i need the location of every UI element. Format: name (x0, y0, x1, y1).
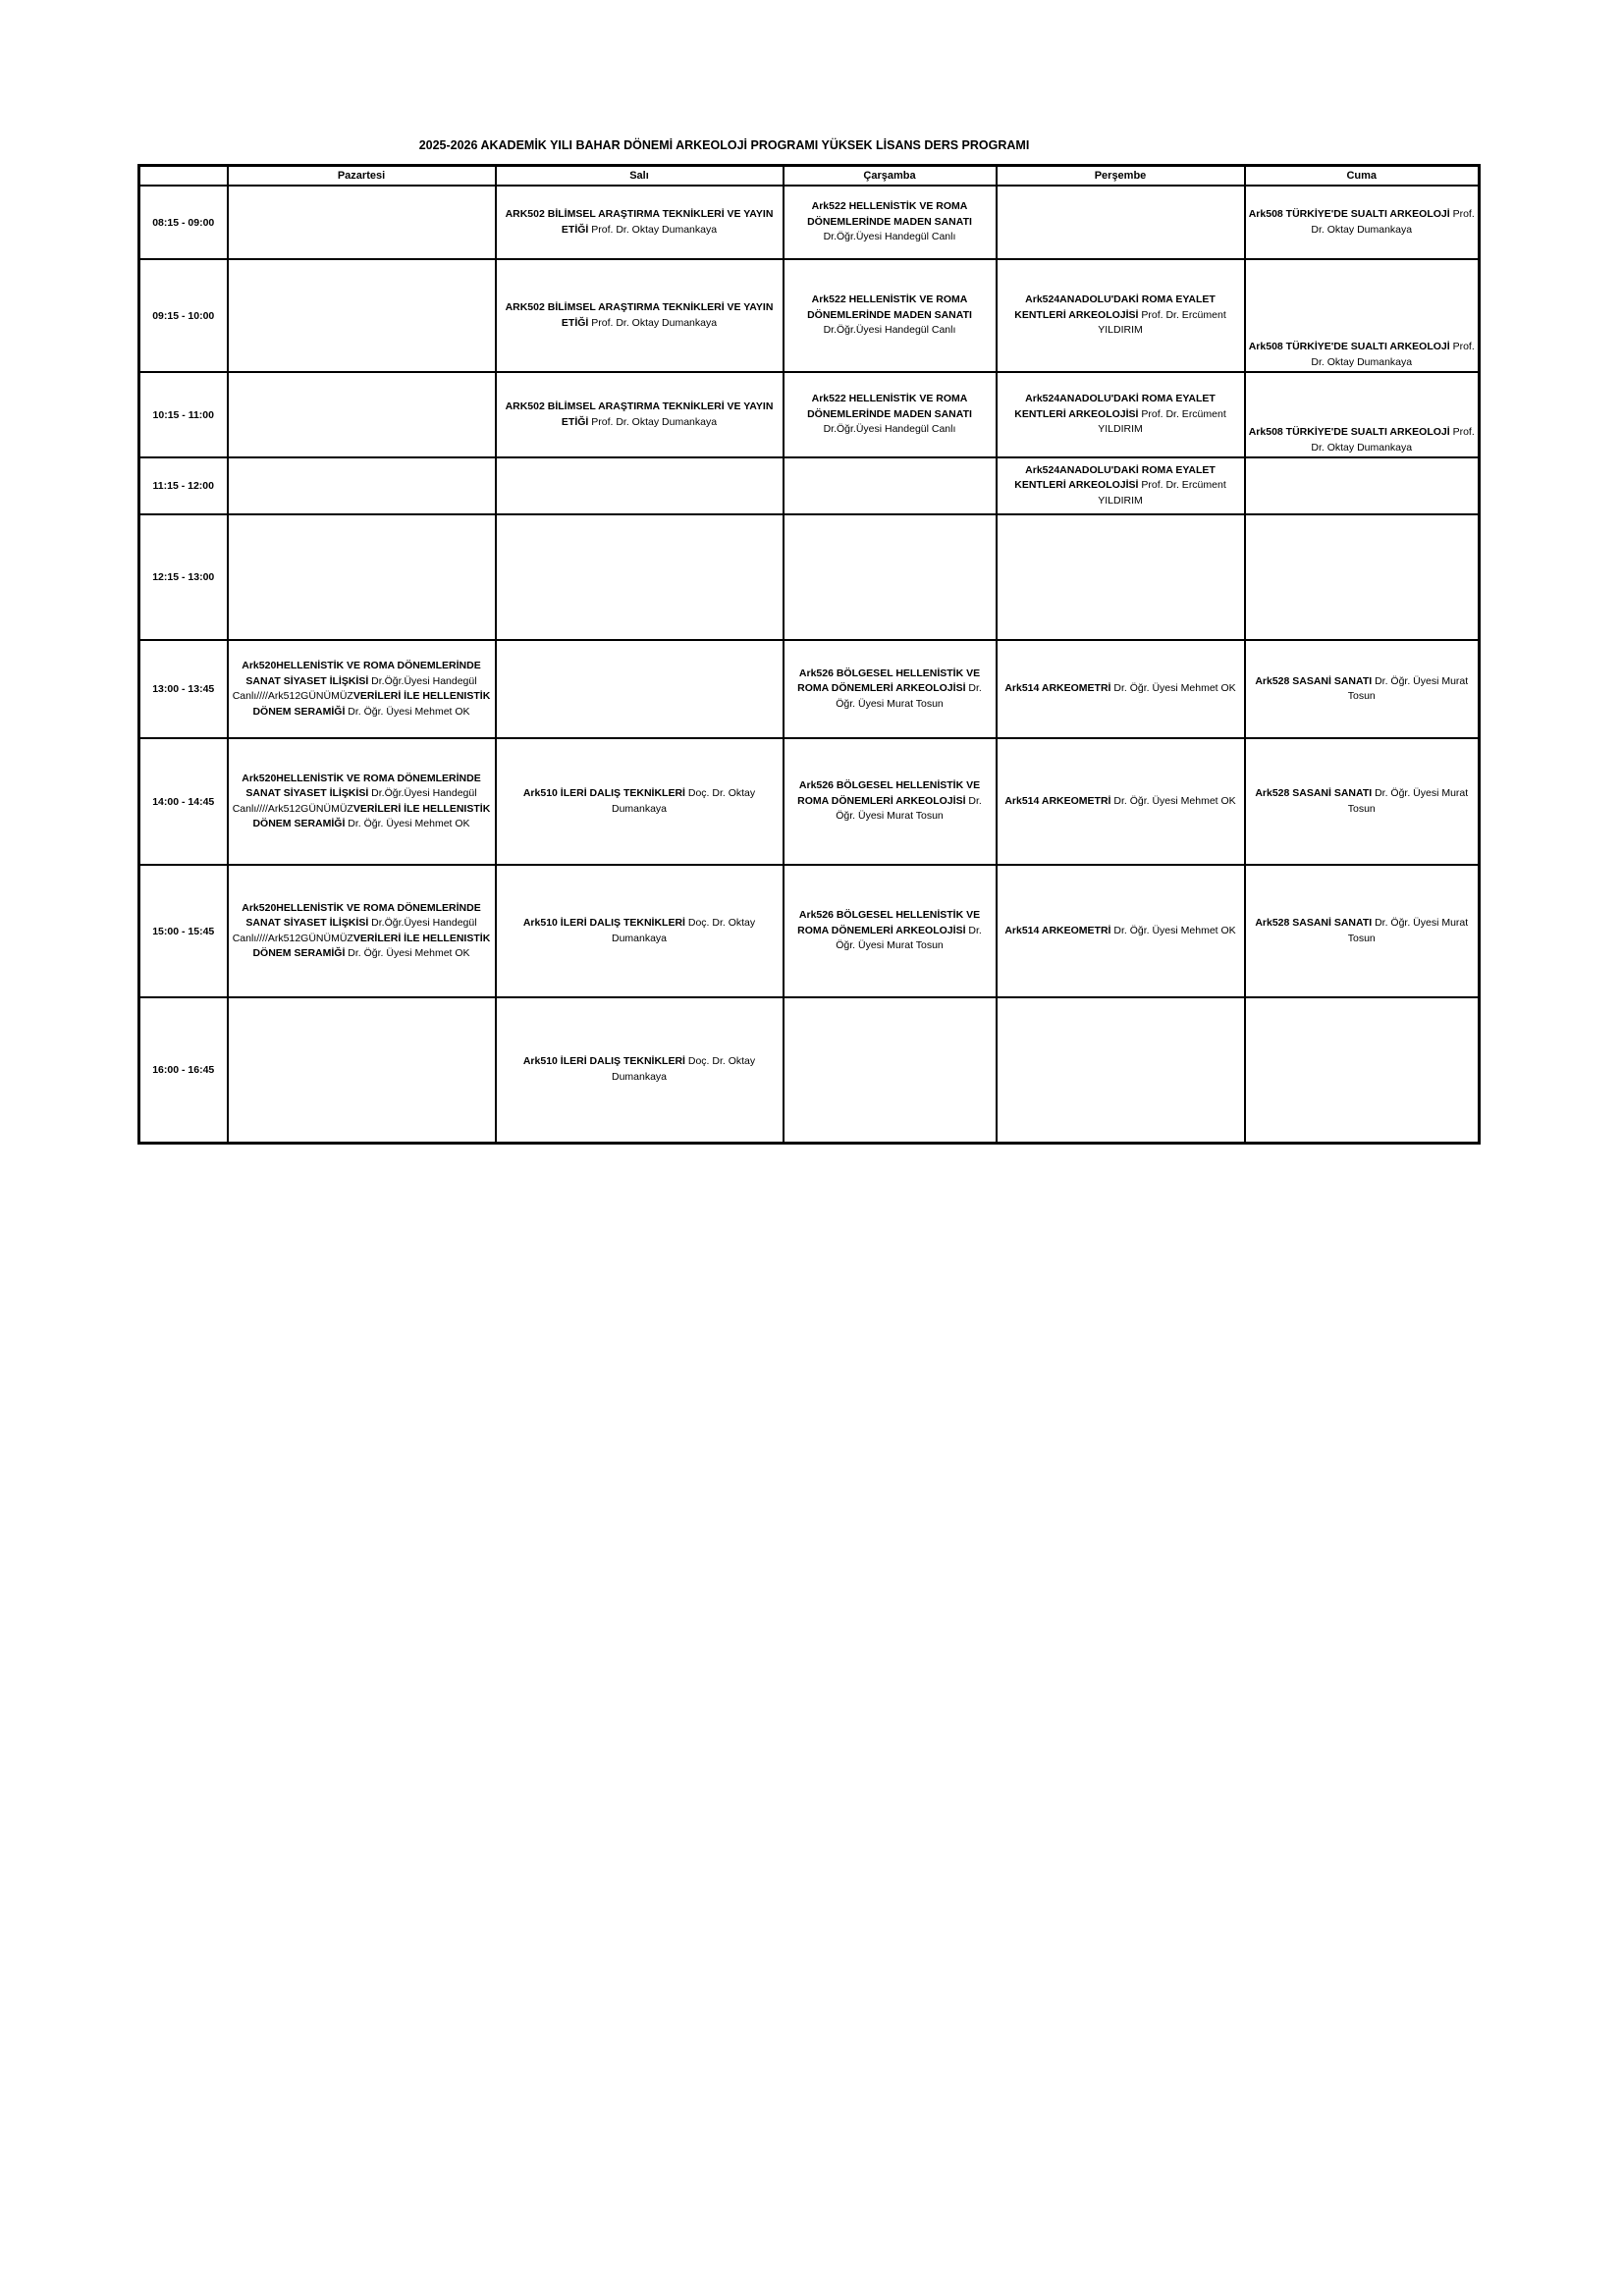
course-text: Prof. Dr. Oktay Dumankaya (588, 316, 718, 329)
course-text: Ark508 TÜRKİYE'DE SUALTI ARKEOLOJİ (1248, 426, 1450, 438)
schedule-row (139, 372, 1480, 457)
course-text: Dr. Öğr. Üyesi Mehmet OK (1110, 794, 1236, 807)
schedule-cell (496, 457, 784, 514)
schedule-cell (228, 865, 496, 997)
schedule-cell (1245, 186, 1480, 259)
schedule-cell (228, 997, 496, 1143)
schedule-row (139, 640, 1480, 738)
course-text: Ark528 SASANİ SANATI (1255, 674, 1373, 687)
course-text: Prof. Dr. Ercüment YILDIRIM (1098, 407, 1226, 436)
course-text: Ark520HELLENİSTİK VE ROMA DÖNEMLERİNDE SANAT SİYASET İLİŞKİSİ (242, 901, 481, 929)
course-text: Ark508 TÜRKİYE'DE SUALTI ARKEOLOJİ (1248, 341, 1450, 352)
course-text: VERİLERİ İLE HELLENISTİK DÖNEM SERAMİĞİ (252, 932, 491, 959)
course-text: Doç. Dr. Oktay Dumankaya (611, 1055, 756, 1083)
course-text: Dr. Öğr. Üyesi Mehmet OK (1110, 682, 1236, 695)
schedule-cell (1245, 640, 1480, 738)
schedule-cell (784, 259, 997, 372)
day-header: Perşembe (997, 166, 1245, 187)
course-text: Ark510 İLERİ DALIŞ TEKNİKLERİ (522, 787, 685, 799)
schedule-row (139, 186, 1480, 259)
course-text: Dr. Öğr. Üyesi Mehmet OK (345, 818, 470, 829)
schedule-cell (784, 640, 997, 738)
schedule-cell (228, 738, 496, 865)
schedule-cell (784, 457, 997, 514)
schedule-row (139, 738, 1480, 865)
schedule-cell (997, 372, 1245, 457)
course-text: Prof. Dr. Ercüment YILDIRIM (1098, 479, 1226, 507)
schedule-cell (784, 186, 997, 259)
course-text: Doç. Dr. Oktay Dumankaya (611, 787, 756, 815)
course-text: Ark520HELLENİSTİK VE ROMA DÖNEMLERİNDE SANAT SİYASET İLİŞKİSİ (242, 660, 481, 687)
course-text: Ark512GÜNÜMÜZ (267, 932, 353, 944)
corner-cell (139, 166, 228, 187)
schedule-cell (228, 259, 496, 372)
course-text: Prof. Dr. Ercüment YILDIRIM (1098, 308, 1226, 337)
schedule-cell (228, 514, 496, 640)
course-text: Ark510 İLERİ DALIŞ TEKNİKLERİ (522, 1055, 685, 1068)
time-label: 11:15 - 12:00 (139, 457, 228, 514)
schedule-cell (496, 259, 784, 372)
course-text: Ark522 HELLENİSTİK VE ROMA DÖNEMLERİNDE MADEN SANATI (807, 393, 972, 420)
course-text: Ark528 SASANİ SANATI (1255, 917, 1373, 929)
time-label: 12:15 - 13:00 (139, 514, 228, 640)
course-text: Dr.Öğr.Üyesi Handegül Canlı (823, 423, 956, 436)
time-label: 08:15 - 09:00 (139, 186, 228, 259)
header-row (139, 166, 1480, 187)
course-text: Dr. Öğr. Üyesi Mehmet OK (345, 705, 470, 718)
course-text: Dr.Öğr.Üyesi Handegül Canlı (823, 231, 956, 243)
schedule-cell (997, 259, 1245, 372)
day-header: Cuma (1245, 166, 1480, 187)
schedule-cell (496, 372, 784, 457)
course-text: Dr.Öğr.Üyesi Handegül Canlı//// (232, 787, 477, 815)
course-text: Ark522 HELLENİSTİK VE ROMA DÖNEMLERİNDE MADEN SANATI (807, 200, 972, 228)
course-text: Ark528 SASANİ SANATI (1255, 787, 1373, 799)
course-text: Ark520HELLENİSTİK VE ROMA DÖNEMLERİNDE SANAT SİYASET İLİŞKİSİ (242, 772, 481, 799)
schedule-cell (228, 640, 496, 738)
schedule-cell (496, 186, 784, 259)
schedule-cell (496, 514, 784, 640)
course-text: Ark526 BÖLGESEL HELLENİSTİK VE ROMA DÖNEMLERİ ARKEOLOJİSİ (797, 779, 981, 807)
course-text: Dr. Öğr. Üyesi Murat Tosun (1347, 674, 1469, 702)
time-label: 14:00 - 14:45 (139, 738, 228, 865)
time-label: 15:00 - 15:45 (139, 865, 228, 997)
schedule-cell (784, 514, 997, 640)
course-text: Doç. Dr. Oktay Dumankaya (611, 917, 756, 944)
schedule-cell (997, 457, 1245, 514)
course-text: Ark524ANADOLU'DAKİ ROMA EYALET KENTLERİ ARKEOLOJİSİ (1014, 294, 1216, 321)
course-text: ARK502 BİLİMSEL ARAŞTIRMA TEKNİKLERİ VE YAYIN ETİĞİ (505, 400, 774, 428)
schedule-row (139, 997, 1480, 1143)
course-text: Prof. Dr. Oktay Dumankaya (1311, 208, 1475, 236)
course-text: Dr.Öğr.Üyesi Handegül Canlı//// (232, 674, 477, 702)
time-label: 10:15 - 11:00 (139, 372, 228, 457)
course-text: Dr. Öğr. Üyesi Mehmet OK (1110, 924, 1236, 936)
schedule-cell (1245, 865, 1480, 997)
course-text: Ark524ANADOLU'DAKİ ROMA EYALET KENTLERİ ARKEOLOJİSİ (1014, 393, 1216, 420)
course-text: Ark508 TÜRKİYE'DE SUALTI ARKEOLOJİ (1248, 208, 1450, 220)
schedule-cell (1245, 514, 1480, 640)
day-header: Pazartesi (228, 166, 496, 187)
course-text: Ark514 ARKEOMETRİ (1004, 924, 1111, 936)
course-text: VERİLERİ İLE HELLENISTİK DÖNEM SERAMİĞİ (252, 690, 491, 718)
course-text: Ark514 ARKEOMETRİ (1004, 682, 1111, 695)
schedule-cell (997, 738, 1245, 865)
day-header: Çarşamba (784, 166, 997, 187)
course-text: Dr. Öğr. Üyesi Murat Tosun (1347, 787, 1469, 815)
schedule-cell (997, 865, 1245, 997)
schedule-cell (997, 514, 1245, 640)
schedule-cell (1245, 372, 1480, 457)
course-text: Ark512GÜNÜMÜZ (267, 690, 353, 702)
schedule-cell (784, 372, 997, 457)
schedule-cell (1245, 997, 1480, 1143)
schedule-cell (228, 372, 496, 457)
course-text: Prof. Dr. Oktay Dumankaya (1311, 426, 1475, 454)
course-text: Prof. Dr. Oktay Dumankaya (1311, 341, 1475, 368)
course-text: Ark526 BÖLGESEL HELLENİSTİK VE ROMA DÖNEMLERİ ARKEOLOJİSİ (797, 909, 981, 936)
course-text: Ark514 ARKEOMETRİ (1004, 794, 1111, 807)
course-text: Ark524ANADOLU'DAKİ ROMA EYALET KENTLERİ ARKEOLOJİSİ (1014, 463, 1216, 492)
schedule-cell (784, 738, 997, 865)
schedule-cell (496, 738, 784, 865)
course-text: ARK502 BİLİMSEL ARAŞTIRMA TEKNİKLERİ VE YAYIN ETİĞİ (505, 208, 774, 236)
course-text: Dr.Öğr.Üyesi Handegül Canlı (823, 324, 956, 337)
schedule-cell (496, 997, 784, 1143)
time-label: 13:00 - 13:45 (139, 640, 228, 738)
schedule-row (139, 514, 1480, 640)
course-text: Ark512GÜNÜMÜZ (267, 802, 353, 815)
course-text: Prof. Dr. Oktay Dumankaya (588, 223, 718, 236)
schedule-cell (1245, 738, 1480, 865)
day-header: Salı (496, 166, 784, 187)
schedule-cell (997, 997, 1245, 1143)
time-label: 09:15 - 10:00 (139, 259, 228, 372)
course-text: ARK502 BİLİMSEL ARAŞTIRMA TEKNİKLERİ VE YAYIN ETİĞİ (505, 301, 774, 329)
course-text: Dr. Öğr. Üyesi Mehmet OK (345, 947, 470, 959)
time-label: 16:00 - 16:45 (139, 997, 228, 1143)
course-text: Dr. Öğr. Üyesi Murat Tosun (1347, 917, 1469, 944)
course-text: Ark510 İLERİ DALIŞ TEKNİKLERİ (522, 917, 685, 929)
schedule-cell (228, 457, 496, 514)
schedule-cell (1245, 457, 1480, 514)
schedule-cell (228, 186, 496, 259)
course-text: Ark522 HELLENİSTİK VE ROMA DÖNEMLERİNDE MADEN SANATI (807, 294, 972, 321)
course-text: VERİLERİ İLE HELLENISTİK DÖNEM SERAMİĞİ (252, 802, 491, 829)
schedule-cell (496, 640, 784, 738)
course-text: Prof. Dr. Oktay Dumankaya (588, 415, 718, 428)
course-text: Dr.Öğr.Üyesi Handegül Canlı//// (232, 917, 477, 944)
schedule-table (137, 164, 1481, 1145)
schedule-cell (997, 640, 1245, 738)
course-text: Ark526 BÖLGESEL HELLENİSTİK VE ROMA DÖNEMLERİ ARKEOLOJİSİ (797, 667, 981, 695)
schedule-row (139, 865, 1480, 997)
course-text: Dr. Öğr. Üyesi Murat Tosun (836, 794, 982, 823)
schedule-row (139, 457, 1480, 514)
schedule-cell (496, 865, 784, 997)
course-text: Dr. Öğr. Üyesi Murat Tosun (836, 924, 982, 952)
schedule-cell (784, 997, 997, 1143)
schedule-cell (784, 865, 997, 997)
page-title: 2025-2026 AKADEMİK YILI BAHAR DÖNEMİ ARKEOLOJİ PROGRAMI YÜKSEK LİSANS DERS PROGRAMI (418, 138, 1030, 152)
schedule-row (139, 259, 1480, 372)
schedule-cell (1245, 259, 1480, 372)
course-text: Dr. Öğr. Üyesi Murat Tosun (836, 682, 982, 710)
schedule-cell (997, 186, 1245, 259)
